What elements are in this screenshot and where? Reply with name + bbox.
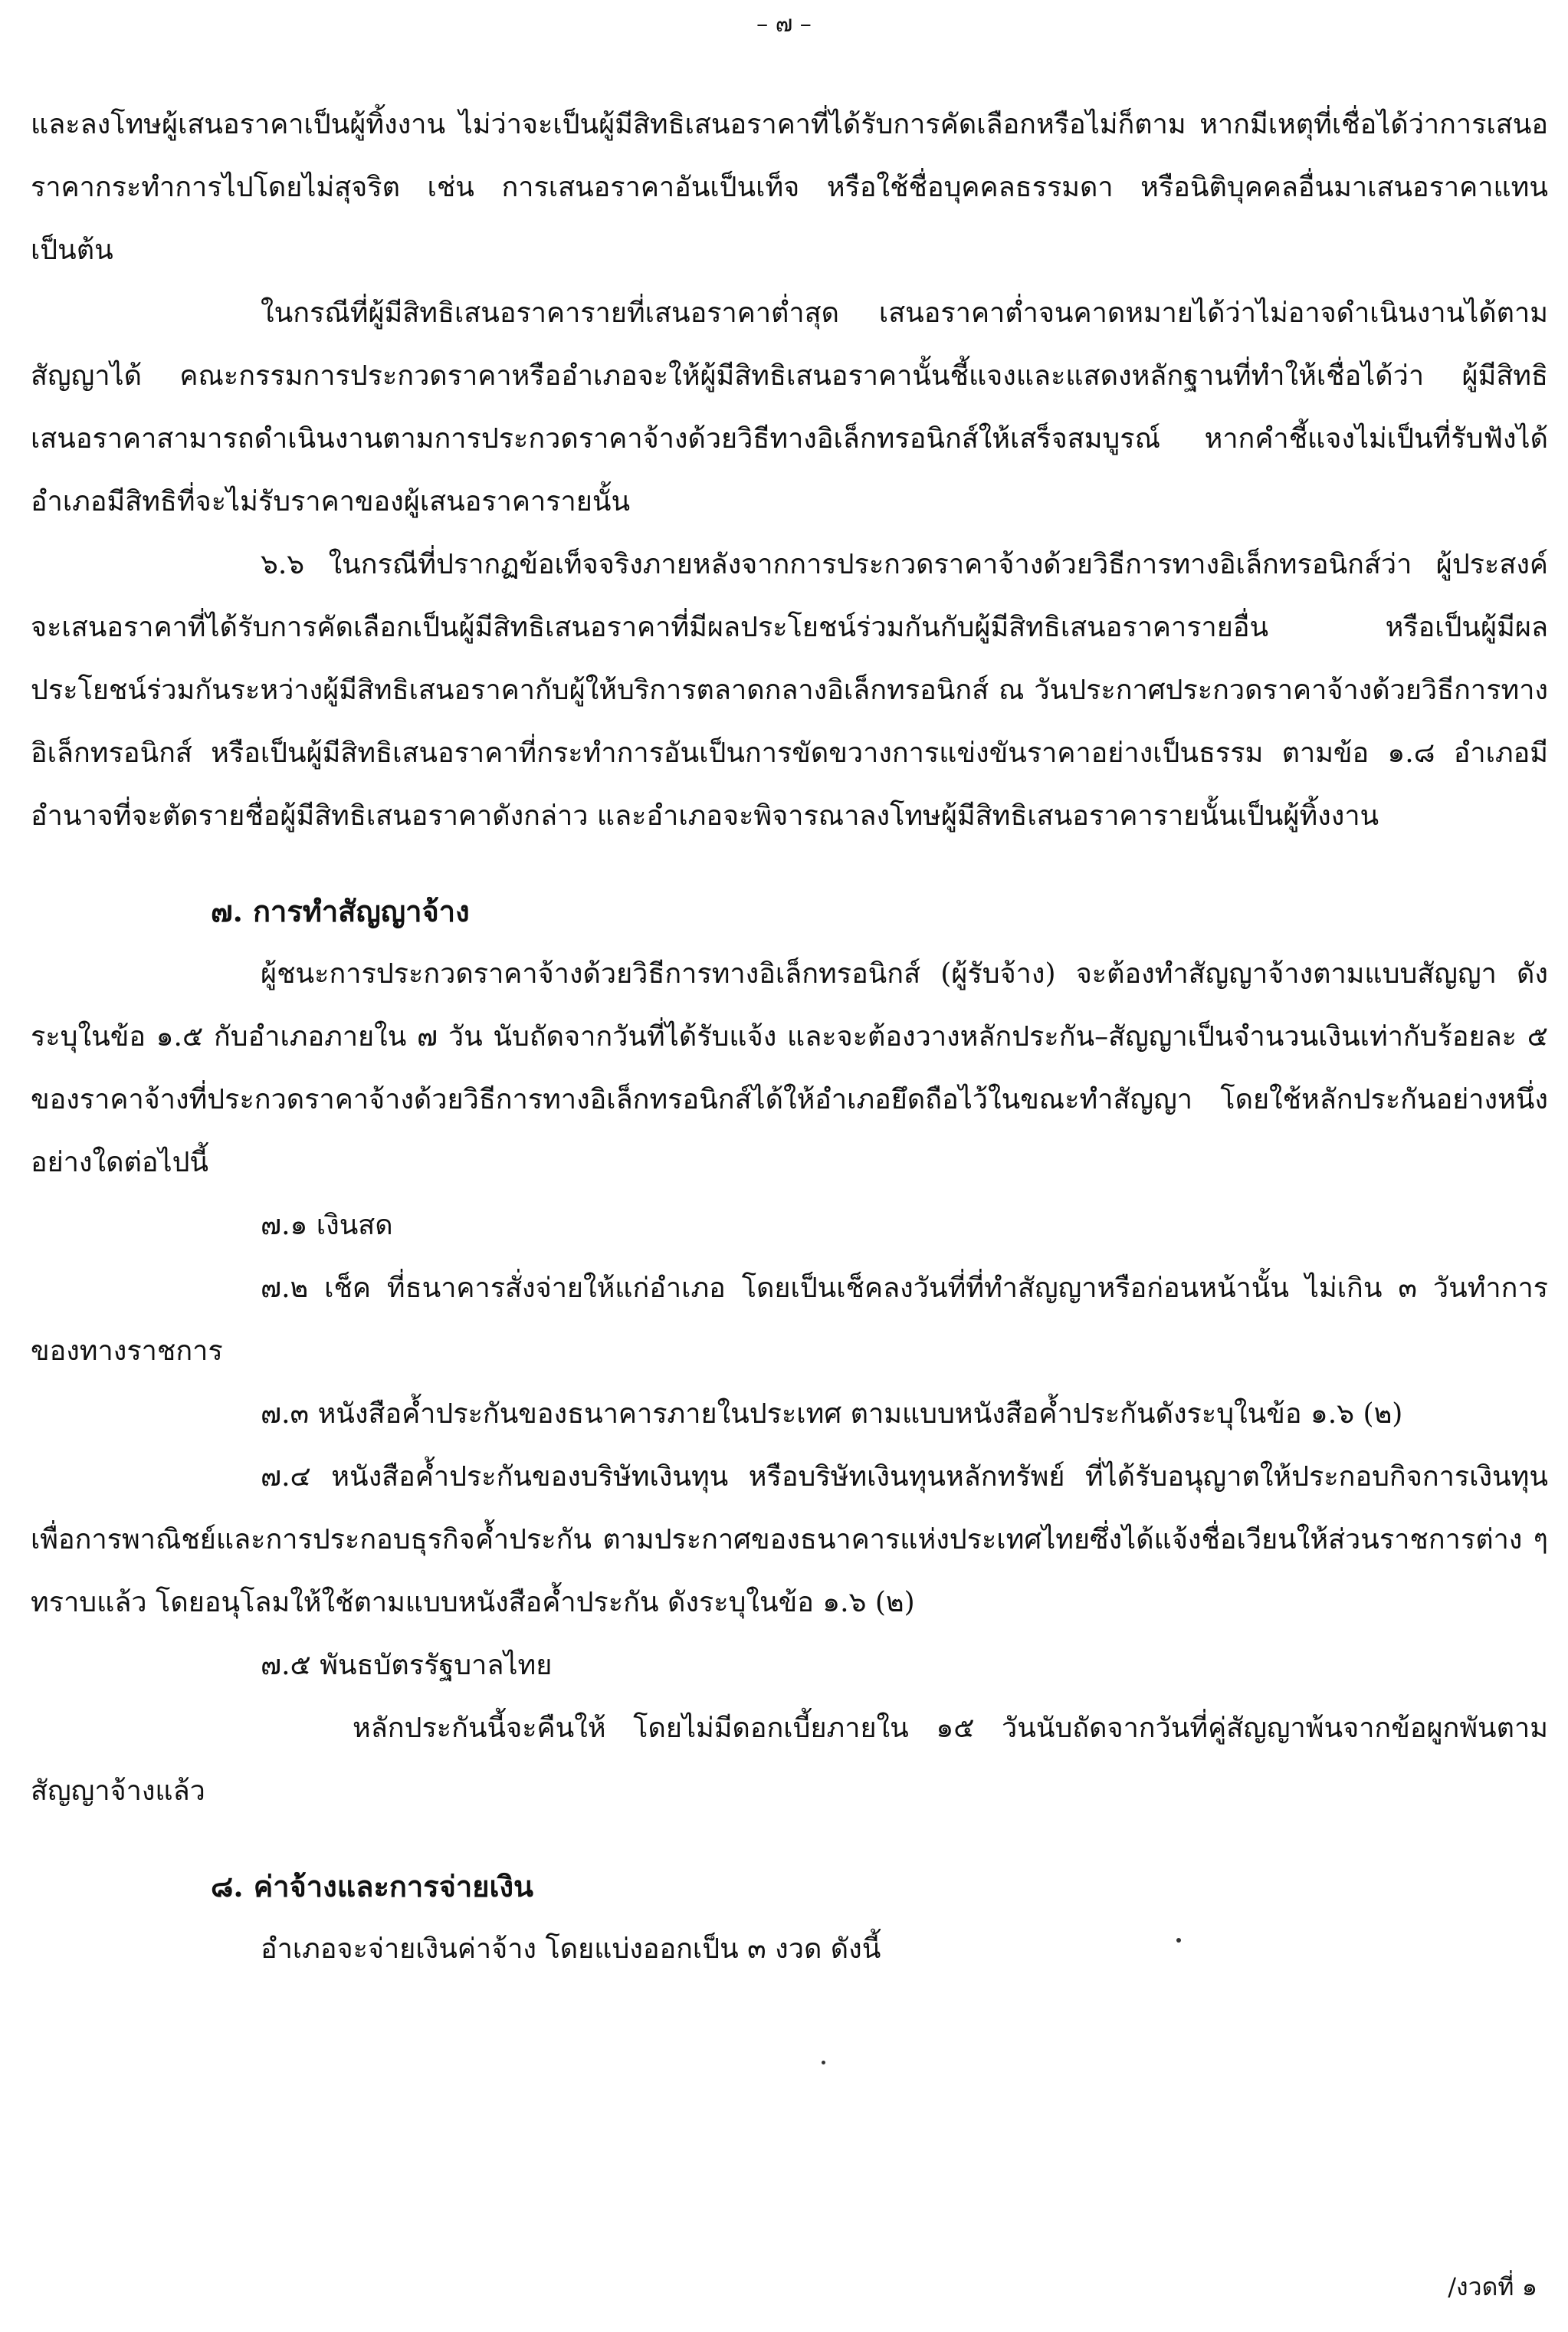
paragraph-section-7-intro: ผู้ชนะการประกวดราคาจ้างด้วยวิธีการทางอิเล็กทรอนิกส์ (ผู้รับจ้าง) จะต้องทำสัญญาจ้างตามแบบสัญญา ดังระบุในข้อ ๑.๕ กับอำเภอภายใน ๗ วัน นับถัดจากวันที่ได้รับแจ้ง และจะต้องวางหลักประกัน–สัญญาเป็นจำนวนเงินเท่ากับร้อยละ ๕ ของราคาจ้างที่ประกวดราคาจ้างด้วยวิธีการทางอิเล็กทรอนิกส์ได้ให้อำเภอยึดถือไว้ในขณะทำสัญญา โดยใช้หลักประกันอย่างหนึ่งอย่างใดต่อไปนี้ [31, 958, 1548, 1178]
paragraph-payment-installments: อำเภอจะจ่ายเงินค่าจ้าง โดยแบ่งออกเป็น ๓ งวด ดังนี้ [261, 1933, 881, 1965]
continuation-footer: /งวดที่ ๑ [1448, 2272, 1537, 2301]
list-item-7-5-government-bonds: ๗.๕ พันธบัตรรัฐบาลไทย [261, 1650, 553, 1681]
list-item-7-4-finance-company-guarantee: ๗.๔ หนังสือค้ำประกันของบริษัทเงินทุน หรือบริษัทเงินทุนหลักทรัพย์ ที่ได้รับอนุญาตให้ประกอบกิจการเงินทุนเพื่อการพาณิชย์และการประกอบธุรกิจค้ำประกัน ตามประกาศของธนาคารแห่งประเทศไทยซึ่งได้แจ้งชื่อเวียนให้ส่วนราชการต่าง ๆ ทราบแล้ว โดยอนุโลมให้ใช้ตามแบบหนังสือค้ำประกัน ดังระบุในข้อ ๑.๖ (๒) [31, 1461, 1548, 1618]
paragraph-bidder-penalty-continued: และลงโทษผู้เสนอราคาเป็นผู้ทิ้งงาน ไม่ว่าจะเป็นผู้มีสิทธิเสนอราคาที่ได้รับการคัดเลือกหรือไม่ก็ตาม หากมีเหตุที่เชื่อได้ว่าการเสนอราคากระทำการไปโดยไม่สุจริต เช่น การเสนอราคาอันเป็นเท็จ หรือใช้ชื่อบุคคลธรรมดา หรือนิติบุคคลอื่นมาเสนอราคาแทน เป็นต้น [31, 109, 1548, 266]
document-body [31, 94, 1548, 1981]
scan-speck [822, 2061, 825, 2064]
list-item-7-1-cash: ๗.๑ เงินสด [261, 1210, 393, 1241]
heading-section-7-contract: ๗. การทำสัญญาจ้าง [211, 894, 470, 928]
paragraph-lowest-bid-explanation: ในกรณีที่ผู้มีสิทธิเสนอราคารายที่เสนอราคาต่ำสุด เสนอราคาต่ำจนคาดหมายได้ว่าไม่อาจดำเนินงานได้ตามสัญญาได้ คณะกรรมการประกวดราคาหรืออำเภอจะให้ผู้มีสิทธิเสนอราคานั้นชี้แจงและแสดงหลักฐานที่ทำให้เชื่อได้ว่า ผู้มีสิทธิเสนอราคาสามารถดำเนินงานตามการประกวดราคาจ้างด้วยวิธีทางอิเล็กทรอนิกส์ให้เสร็จสมบูรณ์ หากคำชี้แจงไม่เป็นที่รับฟังได้ อำเภอมีสิทธิที่จะไม่รับราคาของผู้เสนอราคารายนั้น [31, 297, 1548, 517]
page-number: – ๗ – [756, 11, 812, 38]
scan-speck [1176, 1938, 1181, 1943]
paragraph-section-6-6: ๖.๖ ในกรณีที่ปรากฏข้อเท็จจริงภายหลังจากการประกวดราคาจ้างด้วยวิธีการทางอิเล็กทรอนิกส์ว่า ผู้ประสงค์จะเสนอราคาที่ได้รับการคัดเลือกเป็นผู้มีสิทธิเสนอราคาที่มีผลประโยชน์ร่วมกันกับผู้มีสิทธิเสนอราคารายอื่น หรือเป็นผู้มีผลประโยชน์ร่วมกันระหว่างผู้มีสิทธิเสนอราคากับผู้ให้บริการตลาดกลางอิเล็กทรอนิกส์ ณ วันประกาศประกวดราคาจ้างด้วยวิธีการทางอิเล็กทรอนิกส์ หรือเป็นผู้มีสิทธิเสนอราคาที่กระทำการอันเป็นการขัดขวางการแข่งขันราคาอย่างเป็นธรรม ตามข้อ ๑.๘ อำเภอมีอำนาจที่จะตัดรายชื่อผู้มีสิทธิเสนอราคาดังกล่าว และอำเภอจะพิจารณาลงโทษผู้มีสิทธิเสนอราคารายนั้นเป็นผู้ทิ้งงาน [31, 549, 1548, 832]
list-item-7-3-bank-guarantee: ๗.๓ หนังสือค้ำประกันของธนาคารภายในประเทศ ตามแบบหนังสือค้ำประกันดังระบุในข้อ ๑.๖ (๒) [261, 1398, 1403, 1430]
list-item-7-2-cheque: ๗.๒ เช็ค ที่ธนาคารสั่งจ่ายให้แก่อำเภอ โดยเป็นเช็คลงวันที่ที่ทำสัญญาหรือก่อนหน้านั้น ไม่เกิน ๓ วันทำการของทางราชการ [31, 1273, 1548, 1367]
paragraph-guarantee-return: หลักประกันนี้จะคืนให้ โดยไม่มีดอกเบี้ยภายใน ๑๕ วันนับถัดจากวันที่คู่สัญญาพ้นจากข้อผูกพันตามสัญญาจ้างแล้ว [31, 1713, 1548, 1807]
heading-section-8-payment: ๘. ค่าจ้างและการจ่ายเงิน [211, 1869, 534, 1903]
